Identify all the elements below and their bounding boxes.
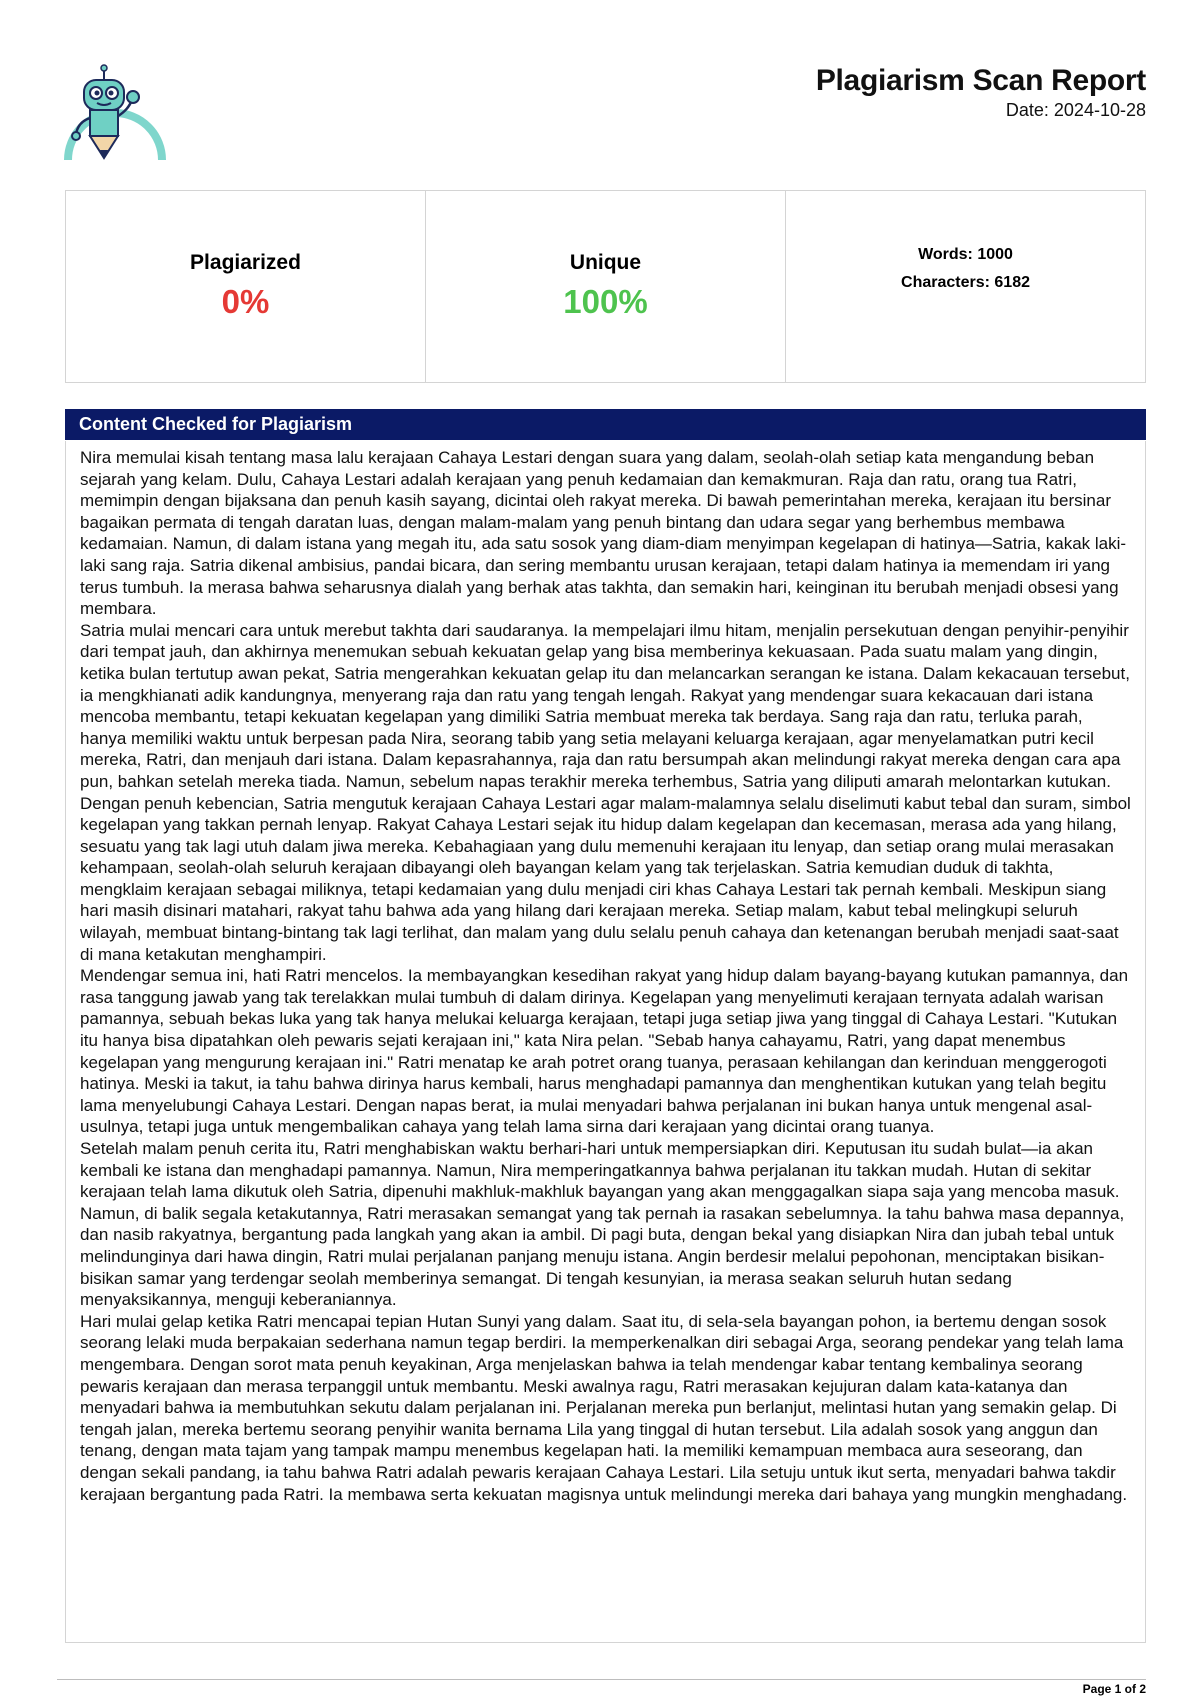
plagiarized-label: Plagiarized xyxy=(190,251,301,274)
page-number: Page 1 of 2 xyxy=(1082,1682,1146,1696)
content-paragraph: Satria mulai mencari cara untuk merebut takhta dari saudaranya. Ia mempelajari ilmu hitam, menjalin persekutuan dengan penyihir-penyihir dari tempat jauh, dan akhirnya menemukan sebuah kekuatan gelap yang bisa memberinya kekuasaan. Pada suatu malam yang dingin, ketika bulan tertutup awan pekat, Satria mengerahkan kekuatan gelap itu dan melancarkan serangan ke istana. Dalam kekacauan tersebut, ia mengkhianati adik kandungnya, menyerang raja dan ratu yang tengah lengah. Rakyat yang mendengar suara kekacauan dari istana mencoba membantu, tetapi kekuatan kegelapan yang dimiliki Satria membuat mereka tak berdaya. Sang raja dan ratu, terluka parah, hanya memiliki waktu untuk berpesan pada Nira, seorang tabib yang setia melayani keluarga kerajaan, agar menyelamatkan putri kecil mereka, Ratri, dan menjauh dari istana. Dalam kepasrahannya, raja dan ratu bersumpah akan melindungi rakyat mereka dengan cara apa pun, bahkan setelah mereka tiada. Namun, sebelum napas terakhir mereka terhembus, Satria yang diliputi amarah melontarkan kutukan. Dengan penuh kebencian, Satria mengutuk kerajaan Cahaya Lestari agar malam-malamnya selalu diselimuti kabut tebal dan suram, simbol kegelapan yang takkan pernah lenyap. Rakyat Cahaya Lestari sejak itu hidup dalam kegelapan dan kecemasan, merasa ada yang hilang, sesuatu yang tak lagi utuh dalam jiwa mereka. Kebahagiaan yang dulu memenuhi kerajaan itu lenyap, dan setiap orang mulai merasakan kehampaan, seolah-olah seluruh kerajaan dibayangi oleh bayangan kelam yang tak terjelaskan. Satria kemudian duduk di takhta, mengklaim kerajaan sebagai miliknya, tetapi kedamaian yang dulu menjadi ciri khas Cahaya Lestari tak pernah kembali. Meskipun siang hari masih disinari matahari, rakyat tahu bahwa ada yang hilang dari kerajaan mereka. Setiap malam, kabut tebal melingkupi seluruh wilayah, membuat bintang-bintang tak lagi terlihat, dan malam yang dulu selalu penuh cahaya dan ketenangan berubah menjadi saat-saat di mana ketakutan menghampiri. xyxy=(80,620,1131,964)
report-date: Date: 2024-10-28 xyxy=(1005,100,1146,120)
checked-content xyxy=(65,441,1146,1643)
plagiarized-stat xyxy=(66,191,426,382)
content-paragraph: Hari mulai gelap ketika Ratri mencapai tepian Hutan Sunyi yang dalam. Saat itu, di sela-sela bayangan pohon, ia bertemu dengan sosok seorang lelaki muda berpakaian sederhana namun tegap berdiri. Ia memperkenalkan diri sebagai Arga, seorang pendekar yang telah lama mengembara. Dengan sorot mata penuh keyakinan, Arga menjelaskan bahwa ia telah mendengar kabar tentang kembalinya seorang pewaris kerajaan dan merasa terpanggil untuk membantu. Meski awalnya ragu, Ratri merasakan kejujuran dalam kata-katanya dan menyadari bahwa ia membutuhkan sekutu dalam perjalanan ini. Perjalanan mereka pun berlanjut, melintasi hutan yang semakin gelap. Di tengah jalan, mereka bertemu seorang penyihir wanita bernama Lila yang tinggal di hutan tersebut. Lila adalah sosok yang anggun dan tenang, dengan mata tajam yang tampak mampu menembus kegelapan hati. Ia memiliki kemampuan membaca aura seseorang, dan dengan sekali pandang, ia tahu bahwa Ratri adalah pewaris kerajaan Cahaya Lestari. Lila setuju untuk ikut serta, menyadari bahwa takdir kerajaan bergantung pada Ratri. Ia membawa serta kekuatan magisnya untuk melindungi mereka dari bahaya yang mungkin menghadang. xyxy=(80,1311,1128,1504)
content-paragraph: Nira memulai kisah tentang masa lalu kerajaan Cahaya Lestari dengan suara yang dalam, seolah-olah setiap kata mengandung beban sejarah yang kelam. Dulu, Cahaya Lestari adalah kerajaan yang penuh kedamaian dan kemakmuran. Raja dan ratu, orang tua Ratri, memimpin dengan bijaksana dan penuh kasih sayang, dicintai oleh rakyat mereka. Di bawah pemerintahan mereka, kerajaan itu bersinar bagaikan permata di tengah daratan luas, dengan malam-malam yang penuh bintang dan udara segar yang berhembus membawa kedamaian. Namun, di dalam istana yang megah itu, ada satu sosok yang diam-diam menyimpan kegelapan di hatinya—Satria, kakak laki-laki sang raja. Satria dikenal ambisius, pandai bicara, dan sering membantu urusan kerajaan, tetapi dalam hatinya ia memendam iri yang terus tumbuh. Ia merasa bahwa seharusnya dialah yang berhak atas takhta, dan semakin hari, keinginan itu berubah menjadi obsesi yang membara. xyxy=(80,448,1127,619)
unique-value: 100% xyxy=(563,283,648,320)
word-count: Words: 1000 xyxy=(918,246,1013,263)
report-title: Plagiarism Scan Report xyxy=(815,64,1146,97)
content-paragraph: Mendengar semua ini, hati Ratri mencelos. Ia membayangkan kesedihan rakyat yang hidup dalam bayang-bayang kutukan pamannya, dan rasa tanggung jawab yang tak terelakkan mulai tumbuh di dalam dirinya. Kegelapan yang menyelimuti kerajaan ternyata adalah warisan pamannya, sebuah bekas luka yang tak hanya melukai keluarga kerajaan, tetapi juga setiap jiwa yang tinggal di Cahaya Lestari. "Kutukan itu hanya bisa dipatahkan oleh pewaris sejati kerajaan ini," kata Nira pelan. "Sebab hanya cahayamu, Ratri, yang dapat menembus kegelapan yang mengurung kerajaan ini." Ratri menatap ke arah potret orang tuanya, perasaan kehilangan dan kerinduan menggerogoti hatinya. Meski ia takut, ia tahu bahwa dirinya harus kembali, harus menghadapi pamannya dan menghentikan kutukan yang telah begitu lama menyelubungi Cahaya Lestari. Dengan napas berat, ia mulai menyadari bahwa perjalanan ini bukan hanya untuk mengenal asal-usulnya, tetapi juga untuk mengembalikan cahaya yang telah lama sirna dari kerajaan yang dicintai orang tuanya. xyxy=(80,966,1129,1137)
unique-label: Unique xyxy=(569,251,642,274)
counts-stat xyxy=(786,191,1145,382)
unique-stat xyxy=(426,191,786,382)
footer-divider xyxy=(57,1679,1146,1680)
plagiarized-value: 0% xyxy=(221,283,270,320)
content-paragraph: Setelah malam penuh cerita itu, Ratri menghabiskan waktu berhari-hari untuk mempersiapkan diri. Keputusan itu sudah bulat—ia akan kembali ke istana dan menghadapi pamannya. Namun, Nira memperingatkannya bahwa perjalanan itu takkan mudah. Hutan di sekitar kerajaan telah lama dikutuk oleh Satria, dipenuhi makhluk-makhluk bayangan yang akan menggagalkan siapa saja yang mencoba masuk. Namun, di balik segala ketakutannya, Ratri merasakan semangat yang tak pernah ia rasakan sebelumnya. Ia tahu bahwa masa depannya, dan nasib rakyatnya, bergantung pada langkah yang akan ia ambil. Di pagi buta, dengan bekal yang disiapkan Nira dan jubah tebal untuk melindunginya dari hawa dingin, Ratri mulai perjalanan panjang menuju istana. Angin berdesir melalui pepohonan, menciptakan bisikan-bisikan samar yang terdengar seolah memberinya semangat. Di tengah kesunyian, ia merasa seakan seluruh hutan sedang menyaksikannya, menguji keberaniannya. xyxy=(80,1139,1125,1310)
stats-panel xyxy=(65,190,1146,383)
robot-pencil-logo xyxy=(60,60,170,165)
character-count: Characters: 6182 xyxy=(901,274,1030,291)
content-section-header: Content Checked for Plagiarism xyxy=(65,409,1146,440)
